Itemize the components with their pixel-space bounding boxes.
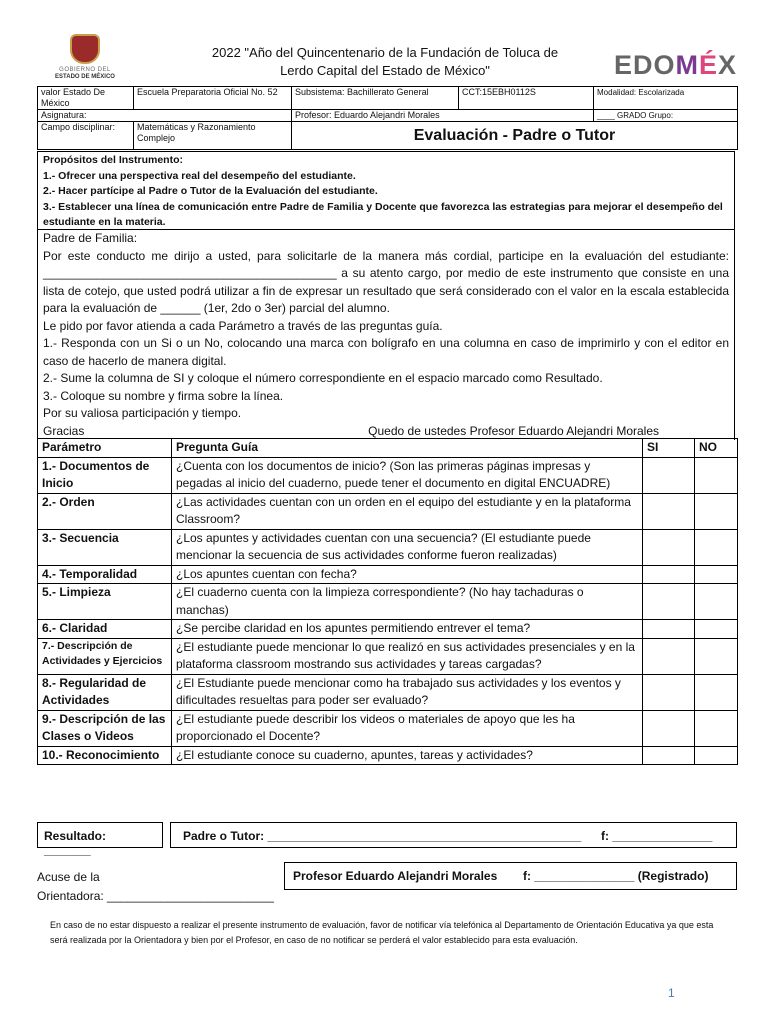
checklist-table bbox=[37, 438, 738, 765]
table-row bbox=[38, 620, 738, 639]
no-cell[interactable] bbox=[695, 710, 738, 746]
row-question: ¿El cuaderno cuenta con la limpieza correspondiente? (No hay tachaduras o manchas) bbox=[172, 584, 643, 620]
acuse-label: Acuse de la bbox=[37, 870, 100, 884]
purposes-box bbox=[37, 151, 735, 230]
si-cell[interactable] bbox=[643, 493, 695, 529]
logo-line2: ESTADO DE MÉXICO bbox=[55, 74, 115, 80]
coat-of-arms-icon bbox=[70, 34, 100, 64]
si-cell[interactable] bbox=[643, 584, 695, 620]
header-campo: Campo disciplinar: bbox=[38, 122, 134, 150]
no-cell[interactable] bbox=[695, 620, 738, 639]
si-cell[interactable] bbox=[643, 746, 695, 765]
letter-section bbox=[37, 230, 735, 440]
col-header-pregunta: Pregunta Guía bbox=[172, 439, 643, 458]
tutor-field: Padre o Tutor: _______________________________________________ bbox=[183, 829, 582, 843]
professor-signature-box bbox=[284, 862, 737, 890]
col-header-si: SI bbox=[643, 439, 695, 458]
header-campo-valor: Matemáticas y Razonamiento Complejo bbox=[134, 122, 292, 150]
table-row bbox=[38, 529, 738, 565]
si-cell[interactable] bbox=[643, 565, 695, 584]
si-cell[interactable] bbox=[643, 529, 695, 565]
brand-a: EDO bbox=[614, 50, 676, 80]
row-param: 3.- Secuencia bbox=[38, 529, 172, 565]
row-param: 5.- Limpieza bbox=[38, 584, 172, 620]
no-cell[interactable] bbox=[695, 529, 738, 565]
table-row bbox=[38, 746, 738, 765]
no-cell[interactable] bbox=[695, 638, 738, 674]
no-cell[interactable] bbox=[695, 584, 738, 620]
row-question: ¿Los apuntes cuentan con fecha? bbox=[172, 565, 643, 584]
letter-line: Por su valiosa participación y tiempo. bbox=[43, 406, 242, 420]
row-question: ¿Se percibe claridad en los apuntes permitiendo entrever el tema? bbox=[172, 620, 643, 639]
heading-line2: Lerdo Capital del Estado de México" bbox=[280, 63, 490, 78]
row-param: 9.- Descripción de las Clases o Videos bbox=[38, 710, 172, 746]
header-modalidad: Modalidad: Escolarizada bbox=[594, 87, 738, 110]
header-cct: CCT:15EBH0112S bbox=[459, 87, 594, 110]
table-row bbox=[38, 565, 738, 584]
table-row bbox=[38, 493, 738, 529]
col-header-parametro: Parámetro bbox=[38, 439, 172, 458]
row-question: ¿El estudiante puede describir los videos o materiales de apoyo que les ha proporcionado el Docente? bbox=[172, 710, 643, 746]
edomex-logo bbox=[614, 50, 737, 81]
header-asignatura: Asignatura: bbox=[38, 110, 292, 122]
row-param: 1.- Documentos de Inicio bbox=[38, 457, 172, 493]
tutor-signature-box[interactable] bbox=[170, 822, 737, 848]
letter-line: 3.- Coloque su nombre y firma sobre la línea. bbox=[43, 388, 284, 403]
si-cell[interactable] bbox=[643, 674, 695, 710]
brand-d: X bbox=[718, 50, 738, 80]
letter-body: Por este conducto me dirijo a usted, para solicitarle de la manera más cordial, participe en la evaluación del estudiante: ____________________________________________ a su atento cargo, por medio de este instrumento que consiste en una lista de cotejo, que usted podrá utilizar a fin de expresar un resultado que será considerado con el valor en la escala establecida para la evaluación de ______ (1er, 2do o 3er) parcial del alumno. bbox=[43, 248, 729, 315]
row-param: 8.- Regularidad de Actividades bbox=[38, 674, 172, 710]
no-cell[interactable] bbox=[695, 565, 738, 584]
professor-signature-field[interactable]: f: _______________ (Registrado) bbox=[523, 869, 709, 883]
logo-line1: GOBIERNO DEL bbox=[59, 67, 111, 73]
result-field[interactable]: Resultado: _______ bbox=[37, 822, 163, 848]
purpose-title: Propósitos del Instrumento: bbox=[43, 154, 184, 166]
header-table bbox=[37, 86, 738, 150]
row-param: 6.- Claridad bbox=[38, 620, 172, 639]
purpose-item-1: 1.- Ofrecer una perspectiva real del desempeño del estudiante. bbox=[43, 169, 356, 182]
si-cell[interactable] bbox=[643, 710, 695, 746]
table-row bbox=[38, 584, 738, 620]
purpose-item-3: 3.- Establecer una línea de comunicación entre Padre de Familia y Docente que favorezca las estrategias para mejorar el desempeño del estudiante en la materia. bbox=[43, 200, 723, 228]
government-logo bbox=[45, 34, 125, 86]
result-row bbox=[37, 822, 737, 857]
si-cell[interactable] bbox=[643, 638, 695, 674]
row-param: 7.- Descripción de Actividades y Ejercicios bbox=[38, 638, 172, 674]
letter-line: 2.- Sume la columna de SI y coloque el número correspondiente en el espacio marcado como Resultado. bbox=[43, 371, 603, 385]
col-header-no: NO bbox=[695, 439, 738, 458]
row-question: ¿Las actividades cuentan con un orden en el equipo del estudiante y en la plataforma Classroom? bbox=[172, 493, 643, 529]
no-cell[interactable] bbox=[695, 493, 738, 529]
heading-line1: 2022 "Año del Quincentenario de la Fundación de Toluca de bbox=[211, 45, 559, 60]
letter-line: 1.- Responda con un Si o un No, colocando una marca con bolígrafo en una columna en caso de imprimirlo y con el editor en caso de hacerlo de manera digital. bbox=[43, 336, 729, 368]
row-question: ¿El estudiante conoce su cuaderno, apuntes, tareas y actividades? bbox=[172, 746, 643, 765]
row-param: 2.- Orden bbox=[38, 493, 172, 529]
letter-signoff: Quedo de ustedes Profesor Eduardo Alejandri Morales bbox=[368, 423, 659, 438]
no-cell[interactable] bbox=[695, 674, 738, 710]
row-question: ¿Cuenta con los documentos de inicio? (Son las primeras páginas impresas y pegadas al inicio del cuaderno, puede tener el documento en digital ENCUADRE) bbox=[172, 457, 643, 493]
header-escuela: Escuela Preparatoria Oficial No. 52 bbox=[134, 87, 292, 110]
row-question: ¿El estudiante puede mencionar lo que realizó en sus actividades presenciales y en la plataforma classroom mostrando sus actividades y tareas cargadas? bbox=[172, 638, 643, 674]
row-question: ¿El Estudiante puede mencionar como ha trabajado sus actividades y los eventos y dificultades resueltas para poder ser evaluado? bbox=[172, 674, 643, 710]
letter-line: Le pido por favor atienda a cada Parámetro a través de las preguntas guía. bbox=[43, 318, 443, 333]
header-profesor: Profesor: Eduardo Alejandri Morales bbox=[292, 110, 594, 122]
header-estado: valor Estado De México bbox=[38, 87, 134, 110]
table-row bbox=[38, 638, 738, 674]
no-cell[interactable] bbox=[695, 457, 738, 493]
brand-b: M bbox=[675, 50, 700, 80]
table-row bbox=[38, 457, 738, 493]
professor-name: Profesor Eduardo Alejandri Morales bbox=[293, 869, 498, 883]
acuse-section bbox=[37, 868, 274, 906]
orientadora-field[interactable]: Orientadora: _________________________ bbox=[37, 889, 274, 903]
row-param: 10.- Reconocimiento bbox=[38, 746, 172, 765]
page-number: 1 bbox=[668, 986, 675, 1000]
row-question: ¿Los apuntes y actividades cuentan con una secuencia? (El estudiante puede mencionar la secuencia de sus actividades conforme fueron realizadas) bbox=[172, 529, 643, 565]
document-heading bbox=[150, 44, 620, 80]
header-subsistema: Subsistema: Bachillerato General bbox=[292, 87, 459, 110]
row-param: 4.- Temporalidad bbox=[38, 565, 172, 584]
purpose-item-2: 2.- Hacer partícipe al Padre o Tutor de la Evaluación del estudiante. bbox=[43, 185, 378, 197]
no-cell[interactable] bbox=[695, 746, 738, 765]
letter-greeting: Padre de Familia: bbox=[43, 231, 138, 245]
si-cell[interactable] bbox=[643, 620, 695, 639]
brand-c: É bbox=[699, 50, 719, 80]
footnote: En caso de no estar dispuesto a realizar el presente instrumento de evaluación, favor de notificar vía telefónica al Departamento de Orientación Educativa ya que esta será realizada por la Orientadora y bien por el Profesor, en caso de no notificar se perderá el valor establecido para esta evaluación. bbox=[50, 920, 714, 945]
evaluation-title: Evaluación - Padre o Tutor bbox=[292, 122, 738, 150]
table-row bbox=[38, 710, 738, 746]
table-row bbox=[38, 674, 738, 710]
tutor-signature-field: f: _______________ bbox=[601, 829, 713, 843]
header-grado: ____ GRADO Grupo: bbox=[594, 110, 738, 122]
si-cell[interactable] bbox=[643, 457, 695, 493]
letter-thanks: Gracias bbox=[43, 423, 85, 438]
